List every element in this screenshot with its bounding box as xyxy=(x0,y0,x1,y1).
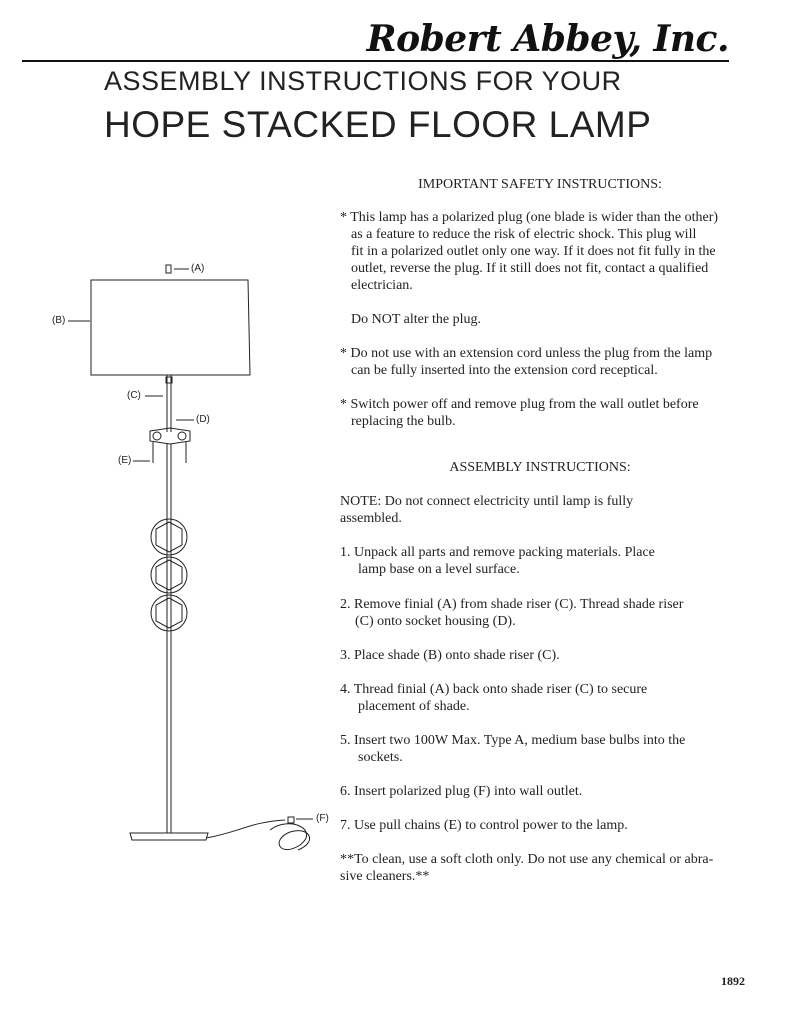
safety-heading: IMPORTANT SAFETY INSTRUCTIONS: xyxy=(418,177,662,192)
step-2 xyxy=(340,596,740,630)
assembly-note-line-1: NOTE: Do not connect electricity until lamp is fully xyxy=(340,494,634,509)
label-a: (A) xyxy=(191,263,205,274)
step-4-line-1: 4. Thread finial (A) back onto shade riser (C) to secure xyxy=(340,682,648,697)
safety-item-1-line-2: as a feature to reduce the risk of electric shock. This plug will xyxy=(351,227,697,242)
plug-f xyxy=(288,817,294,823)
page-number: 1892 xyxy=(721,974,745,988)
lamp-shade-b xyxy=(91,280,250,375)
safety-item-1-line-5: electrician. xyxy=(351,278,413,293)
lamp-base xyxy=(130,833,208,840)
socket-housing-d xyxy=(150,428,190,444)
step-1 xyxy=(340,544,740,578)
step-3: 3. Place shade (B) onto shade riser (C). xyxy=(340,648,560,663)
cleaning-note-line-1: **To clean, use a soft cloth only. Do not use any chemical or abra- xyxy=(340,852,714,867)
brand-logo: Robert Abbey, Inc. xyxy=(366,18,729,60)
label-c: (C) xyxy=(127,390,141,401)
label-e: (E) xyxy=(118,455,132,466)
finial-a xyxy=(166,265,171,273)
step-6: 6. Insert polarized plug (F) into wall outlet. xyxy=(340,784,583,799)
power-cord xyxy=(206,820,285,838)
assembly-heading: ASSEMBLY INSTRUCTIONS: xyxy=(449,460,631,475)
crystal-ball-3 xyxy=(151,595,187,631)
page-title: HOPE STACKED FLOOR LAMP xyxy=(104,104,652,145)
safety-item-1-line-1: * This lamp has a polarized plug (one blade is wider than the other) xyxy=(340,210,719,225)
label-b: (B) xyxy=(52,315,66,326)
safety-item-3-line-1: * Switch power off and remove plug from the wall outlet before xyxy=(340,397,699,412)
step-5-line-1: 5. Insert two 100W Max. Type A, medium base bulbs into the xyxy=(340,733,686,748)
label-f: (F) xyxy=(316,813,329,824)
safety-plug-warning: Do NOT alter the plug. xyxy=(351,312,481,327)
crystal-ball-1 xyxy=(151,519,187,555)
step-1-line-2: lamp base on a level surface. xyxy=(358,562,520,577)
safety-item-1-line-4: outlet, reverse the plug. If it still does not fit, contact a qualified xyxy=(351,261,709,276)
safety-item-2-line-2: can be fully inserted into the extension cord receptical. xyxy=(351,363,658,378)
step-1-line-1: 1. Unpack all parts and remove packing materials. Place xyxy=(340,545,655,560)
step-7: 7. Use pull chains (E) to control power to the lamp. xyxy=(340,818,628,833)
step-5 xyxy=(340,732,740,766)
crystal-ball-2 xyxy=(151,557,187,593)
safety-item-3-line-2: replacing the bulb. xyxy=(351,414,456,429)
label-d: (D) xyxy=(196,414,210,425)
step-5-line-2: sockets. xyxy=(358,750,403,765)
safety-item-2-line-1: * Do not use with an extension cord unless the plug from the lamp xyxy=(340,346,713,361)
step-2-line-2: (C) onto socket housing (D). xyxy=(355,614,516,629)
safety-item-1 xyxy=(340,209,740,294)
safety-item-2 xyxy=(340,345,740,379)
title-line-1: ASSEMBLY INSTRUCTIONS FOR YOUR xyxy=(104,66,622,96)
step-4-line-2: placement of shade. xyxy=(358,699,470,714)
cleaning-note-line-2: sive cleaners.** xyxy=(340,869,430,884)
safety-item-1-line-3: fit in a polarized outlet only one way. If it does not fit fully in the xyxy=(351,244,716,259)
assembly-note xyxy=(340,493,740,527)
step-2-line-1: 2. Remove finial (A) from shade riser (C). Thread shade riser xyxy=(340,597,684,612)
cleaning-note xyxy=(340,851,740,885)
step-4 xyxy=(340,681,740,715)
assembly-note-line-2: assembled. xyxy=(340,511,402,526)
safety-item-3 xyxy=(340,396,740,430)
header-rule xyxy=(22,60,729,62)
shade-riser-c xyxy=(166,377,172,383)
